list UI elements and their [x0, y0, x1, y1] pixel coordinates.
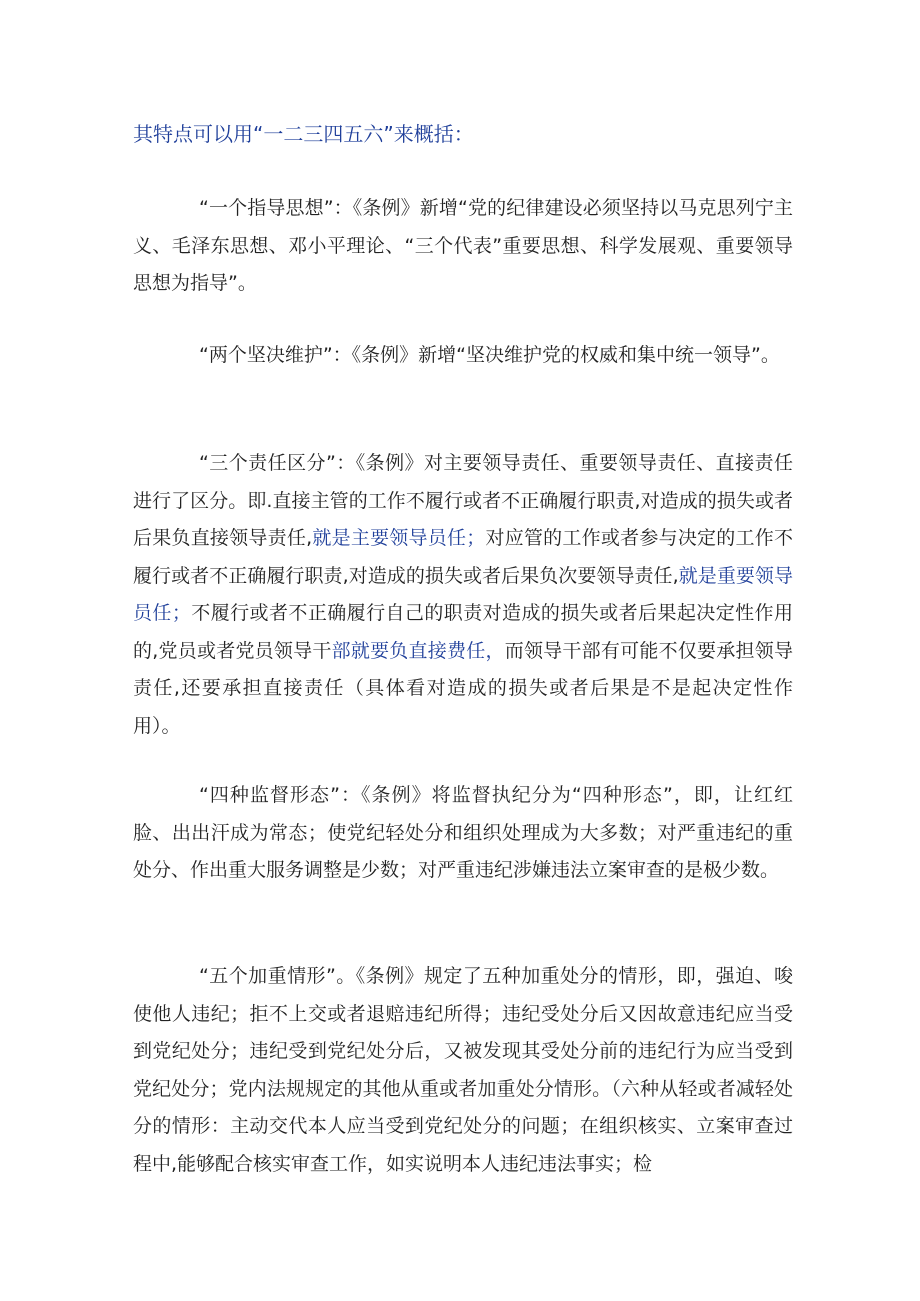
responsibility-text-4: 而领导干部有可能不仅要承担领导责任,还要承担直接责任（具体看对造成的损失或者后果是不是起决定性作用）。	[133, 639, 793, 737]
highlight-main-leadership: 就是主要领导员任；	[312, 527, 486, 549]
responsibility-text-2: 对应管的工作或者参与决定的工作不履行或者不正确履行职责,对造成的损失或者后果负次要领导责任,	[133, 527, 793, 587]
paragraph-four-forms: “四种监督形态”：《条例》将监督执纪分为“四种形态”，即，让红红脸、出出汗成为常态；使党纪轻处分和组织处理成为大多数；对严重违纪的重处分、作出重大服务调整是少数；对严重违纪涉嫌违法立案审查的是极少数。	[133, 784, 793, 881]
paragraph-five-aggravating: “五个加重情形”。《条例》规定了五种加重处分的情形，即，强迫、唆使他人违纪；拒不上交或者退赔违纪所得；违纪受处分后又因故意违纪应当受到党纪处分；违纪受到党纪处分后，又被发现其受处分前的违纪行为应当受到党纪处分；党内法规规定的其他从重或者加重处分情形。（六种从轻或者减轻处分的情形：主动交代本人应当受到党纪处分的问题；在组织核实、立案审查过程中,能够配合核实审查工作，如实说明本人违纪违法事实；检	[133, 965, 793, 1175]
responsibility-text-1: “三个责任区分”：《条例》对主要领导责任、重要领导责任、直接责任进行了区分。即.直接主管的工作不履行或者不正确履行职责,对造成的损失或者后果负直接领导责任,	[133, 452, 793, 549]
highlight-important-leadership: 就是重要领导员任；	[133, 564, 793, 624]
paragraph-three-responsibilities	[133, 445, 793, 745]
paragraph-guiding-ideology: “一个指导思想”：《条例》新增“党的纪律建设必须坚持以马克思列宁主义、毛泽东思想、邓小平理论、“三个代表”重要思想、科学发展观、重要领导思想为指导”。	[133, 197, 793, 294]
highlight-direct-responsibility: 部就要负直接费任，	[331, 639, 505, 662]
section-heading: 其特点可以用“一二三四五六”来概括：	[133, 122, 474, 146]
responsibility-text-3: 不履行或者不正确履行自己的职责对造成的损失或者后果起决定性作用的,党员或者党员领导干	[133, 602, 793, 662]
paragraph-two-resolute-safeguards: “两个坚决维护”：《条例》新增“坚决维护党的权威和集中统一领导”。	[199, 344, 780, 366]
